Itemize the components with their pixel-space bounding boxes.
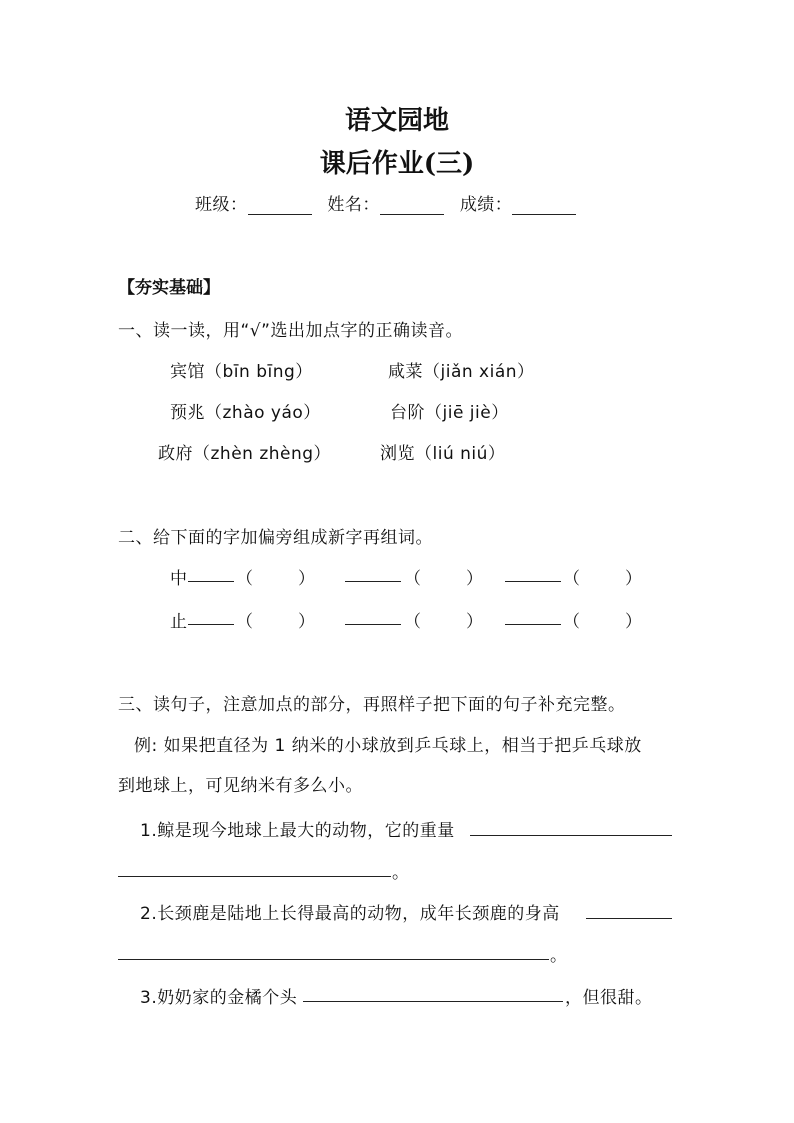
q2-paren-open: （ xyxy=(236,612,254,632)
header-fields xyxy=(195,190,576,215)
q3-item3: 3.奶奶家的金橘个头 xyxy=(140,988,298,1008)
q1-item: 咸菜（jiǎn xián） xyxy=(388,362,535,382)
q1-item: 预兆（zhào yáo） xyxy=(170,403,321,423)
q3-example-line1: 例: 如果把直径为 1 纳米的小球放到乒乓球上，相当于把乒乓球放 xyxy=(134,736,642,756)
name-field[interactable] xyxy=(380,196,444,215)
q2-paren-close: ） xyxy=(625,612,643,632)
q3-item1-end: 。 xyxy=(392,863,410,883)
q2-paren-close: ） xyxy=(466,612,484,632)
q2-paren-open: （ xyxy=(563,569,581,589)
section-label: 【夯实基础】 xyxy=(118,278,220,298)
score-field[interactable] xyxy=(512,196,576,215)
class-label: 班级： xyxy=(195,195,248,215)
score-label: 成绩： xyxy=(459,195,513,215)
q2-blank[interactable] xyxy=(345,581,401,582)
q3-item1-blank-2[interactable] xyxy=(118,876,391,877)
page-title: 语文园地 xyxy=(344,106,449,136)
page-subtitle: 课后作业(三) xyxy=(319,149,475,179)
q2-blank[interactable] xyxy=(188,581,234,582)
q3-prompt: 三、读句子，注意加点的部分，再照样子把下面的句子补充完整。 xyxy=(118,695,626,715)
q2-paren-close: ） xyxy=(298,569,316,589)
q2-paren-close: ） xyxy=(298,612,316,632)
class-field[interactable] xyxy=(248,196,312,215)
q1-item: 台阶（jiē jiè） xyxy=(390,403,509,423)
q2-paren-open: （ xyxy=(236,569,254,589)
q2-char: 中 xyxy=(170,569,188,589)
q3-item3-end: ，但很甜。 xyxy=(565,988,653,1008)
q3-item2-end: 。 xyxy=(550,946,568,966)
q3-example-line2: 到地球上，可见纳米有多么小。 xyxy=(118,776,363,796)
q1-item: 浏览（liú niú） xyxy=(380,444,506,464)
q1-prompt: 一、读一读，用“√”选出加点字的正确读音。 xyxy=(118,321,463,341)
q2-blank[interactable] xyxy=(188,624,234,625)
q3-item1-blank[interactable] xyxy=(470,835,672,836)
q2-paren-open: （ xyxy=(404,569,422,589)
q2-paren-open: （ xyxy=(404,612,422,632)
q2-blank[interactable] xyxy=(505,624,561,625)
q3-item2-blank-2[interactable] xyxy=(118,959,549,960)
q2-paren-close: ） xyxy=(466,569,484,589)
q2-prompt: 二、给下面的字加偏旁组成新字再组词。 xyxy=(118,528,433,548)
q3-item1: 1.鲸是现今地球上最大的动物，它的重量 xyxy=(140,821,455,841)
q1-item: 宾馆（bīn bīng） xyxy=(170,362,313,382)
q2-paren-close: ） xyxy=(625,569,643,589)
name-label: 姓名： xyxy=(327,195,380,215)
q3-item2: 2.长颈鹿是陆地上长得最高的动物，成年长颈鹿的身高 xyxy=(140,904,560,924)
q2-paren-open: （ xyxy=(563,612,581,632)
q3-item3-blank[interactable] xyxy=(303,1001,563,1002)
q2-char: 止 xyxy=(170,612,188,632)
q1-item: 政府（zhèn zhèng） xyxy=(158,444,332,464)
q3-item2-blank[interactable] xyxy=(586,918,672,919)
q2-blank[interactable] xyxy=(505,581,561,582)
q2-blank[interactable] xyxy=(345,624,401,625)
